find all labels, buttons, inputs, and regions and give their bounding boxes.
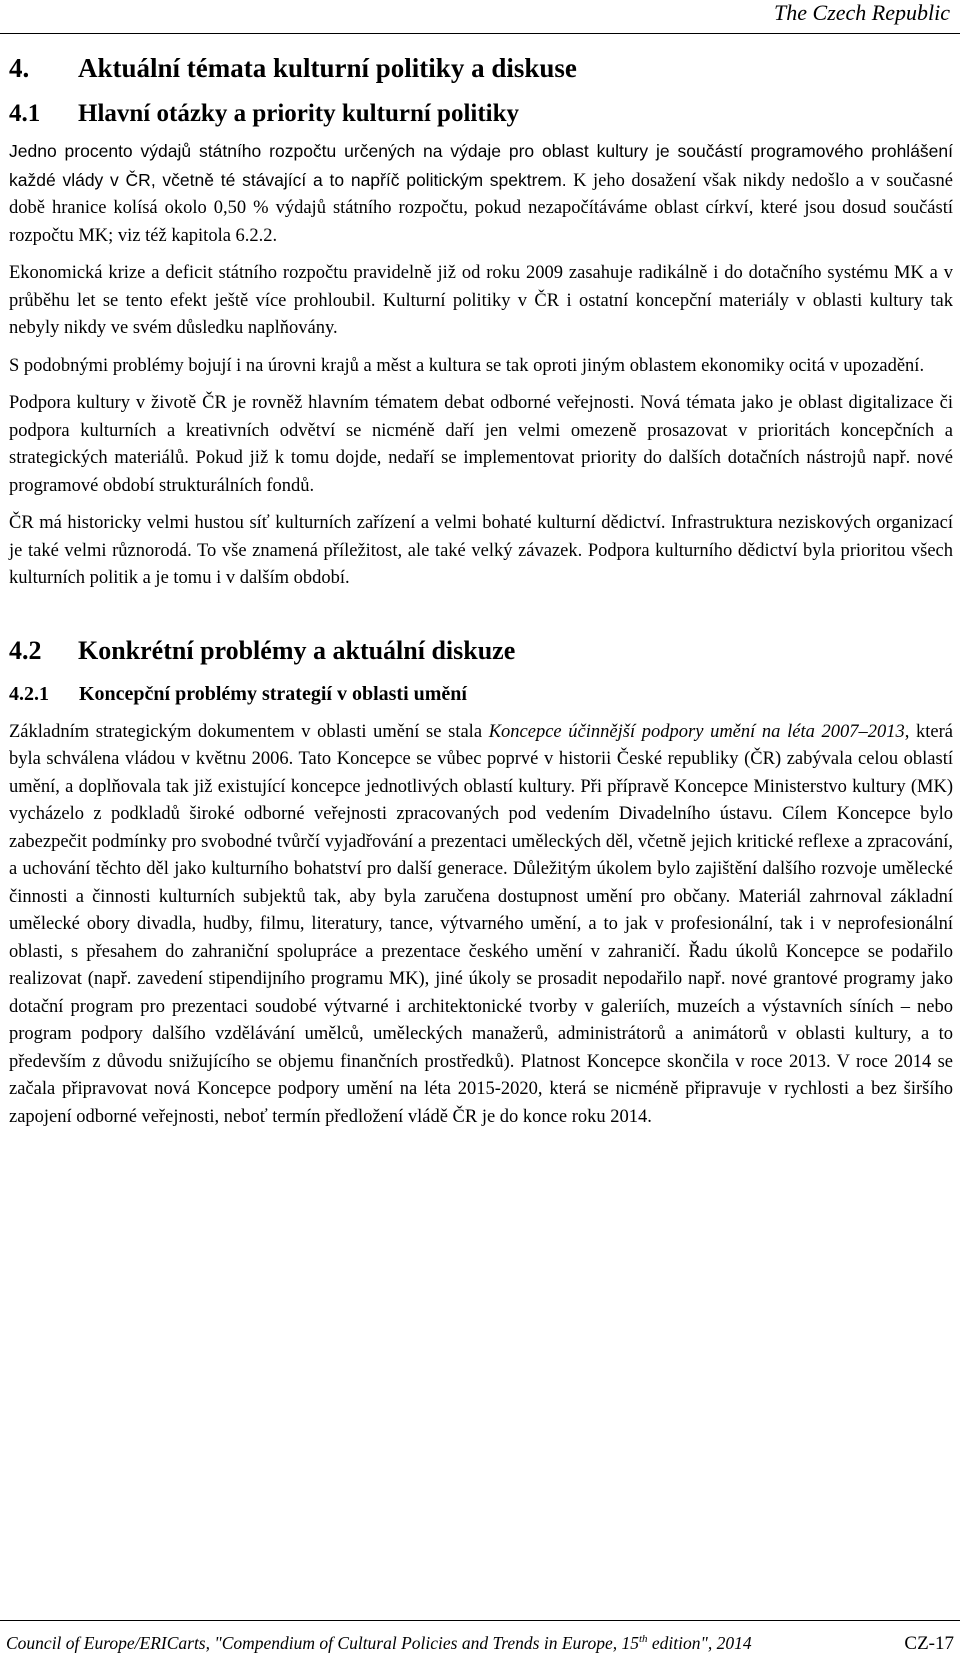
paragraph-1-serif-part: K jeho dosažení však nikdy nedošlo a v současné době hranice kolísá okolo 0,50 % výdajů státního rozpočtu, pokud nezapočítáváme oblast církví, které jsou dosud součástí rozpočtu MK; viz též kapitola 6.2.2. bbox=[9, 170, 953, 246]
section-4-2-number: 4.2 bbox=[9, 635, 42, 665]
section-4-title: Aktuální témata kulturní politiky a diskuse bbox=[78, 53, 577, 83]
page-footer bbox=[0, 1620, 960, 1662]
footer-citation-main: Council of Europe/ERICarts, "Compendium of Cultural Policies and Trends in Europe, 15 bbox=[6, 1633, 639, 1653]
section-4-1-title: Hlavní otázky a priority kulturní politiky bbox=[78, 100, 520, 127]
paragraph-6-intro: Základním strategickým dokumentem v oblasti umění se stala bbox=[9, 721, 489, 742]
section-4-1-number: 4.1 bbox=[9, 100, 41, 127]
footer-citation-superscript: th bbox=[638, 1633, 648, 1646]
section-4-2-1-heading bbox=[9, 679, 953, 709]
section-4-2-title: Konkrétní problémy a aktuální diskuze bbox=[78, 635, 516, 665]
paragraph-6-document-title: Koncepce účinnější podpory umění na léta 2007–2013 bbox=[488, 721, 905, 742]
paragraph-2: Ekonomická krize a deficit státního rozpočtu pravidelně již od roku 2009 zasahuje radikálně i do dotačního systému MK a v průběhu let se tento efekt ještě více prohloubil. Kulturní politiky v ČR i ostatní koncepční materiály v oblasti kultury tak nebyly nikdy ve svém důsledku naplňovány. bbox=[9, 263, 953, 338]
page-number: CZ-17 bbox=[904, 1633, 954, 1654]
footer-citation bbox=[6, 1633, 752, 1654]
section-4-1-heading bbox=[9, 94, 953, 134]
paragraph-1 bbox=[9, 138, 953, 250]
footer-citation-end: edition", 2014 bbox=[647, 1633, 752, 1653]
section-4-2-1-title: Koncepční problémy strategií v oblasti umění bbox=[79, 682, 467, 705]
paragraph-6-body: , která byla schválena vládou v květnu 2006. Tato Koncepce se vůbec poprvé v historii České republiky (ČR) zabývala celou oblastí umění, a doplňovala tak již existující koncepce jednotlivých oblastí kultury. Při přípravě Koncepce Ministerstvo kultury (MK) vycházelo z podkladů široké odborné veřejnosti zpracovaných pod vedením Divadelního ústavu. Cílem Koncepce bylo zabezpečit podmínky pro svobodné tvůrčí vyjadřování a prezentaci uměleckých děl, včetně jejich kritické reflexe a zpracování, a uchování těchto děl jako kulturního bohatství pro další generace. Důležitým úkolem bylo zajištění dalšího rozvoje umělecké činnosti a činnosti kulturních subjektů tak, aby byla zaručena dostupnost umění pro občany. Materiál zahrnoval základní umělecké obory divadla, hudby, filmu, literatury, tance, výtvarného umění, a to jak v profesionální, tak i v neprofesionální oblasti, s přesahem do zahraniční spolupráce a prezentace českého umění v zahraničí. Řadu úkolů Koncepce se podařilo realizovat (např. zavedení stipendijního programu MK), jiné úkoly se prosadit nepodařilo např. nové grantové programy jako dotační program pro prezentaci soudobé výtvarné i architektonické tvorby v galeriích, muzeích a výstavních síních – nebo program podpory dalšího vzdělávání umělců, uměleckých manažerů, administrátorů a animátorů v oblasti kultury, a to především z důvodu snižujícího se objemu finančních prostředků). Platnost Koncepce skončila v roce 2013. V roce 2014 se začala připravovat nová Koncepce podpory umění na léta 2015-2020, která se nicméně připravuje v rychlosti a bez širšího zapojení odborné veřejnosti, neboť termín předložení vládě ČR je do konce roku 2014. bbox=[9, 721, 954, 1127]
paragraph-6 bbox=[9, 719, 953, 1132]
section-4-number: 4. bbox=[9, 53, 30, 83]
section-4-2-1-number: 4.2.1 bbox=[9, 682, 49, 705]
page-header bbox=[0, 0, 960, 34]
paragraph-5: ČR má historicky velmi hustou síť kulturních zařízení a velmi bohaté kulturní dědictví. Infrastruktura neziskových organizací je také velmi různorodá. To vše znamená příležitost, ale také velký závazek. Podpora kulturního dědictví byla prioritou všech kulturních politik a je tomu i v dalším období. bbox=[9, 513, 953, 588]
paragraph-1-sans-part: Jedno procento výdajů státního rozpočtu určených na výdaje pro oblast kultury je součástí programového prohlášení každé vlády v ČR, včetně té stávající a to napříč politickým spektrem. bbox=[9, 141, 953, 190]
section-4-2-heading bbox=[9, 631, 953, 671]
header-title: The Czech Republic bbox=[774, 0, 950, 25]
page-content bbox=[9, 48, 953, 1131]
paragraph-3: S podobnými problémy bojují i na úrovni krajů a měst a kultura se tak oproti jiným oblastem ekonomiky ocitá v upozadění. bbox=[9, 355, 925, 376]
section-4-heading bbox=[9, 48, 953, 88]
paragraph-4: Podpora kultury v životě ČR je rovněž hlavním tématem debat odborné veřejnosti. Nová témata jako je oblast digitalizace či podpora kulturních a kreativních odvětví se nicméně daří jen velmi omezeně prosazovat v prioritách koncepčních a strategických materiálů. Pokud již k tomu dojde, nedaří se implementovat priority do dalších dotačních nástrojů např. nové programové období strukturálních fondů. bbox=[9, 393, 953, 496]
